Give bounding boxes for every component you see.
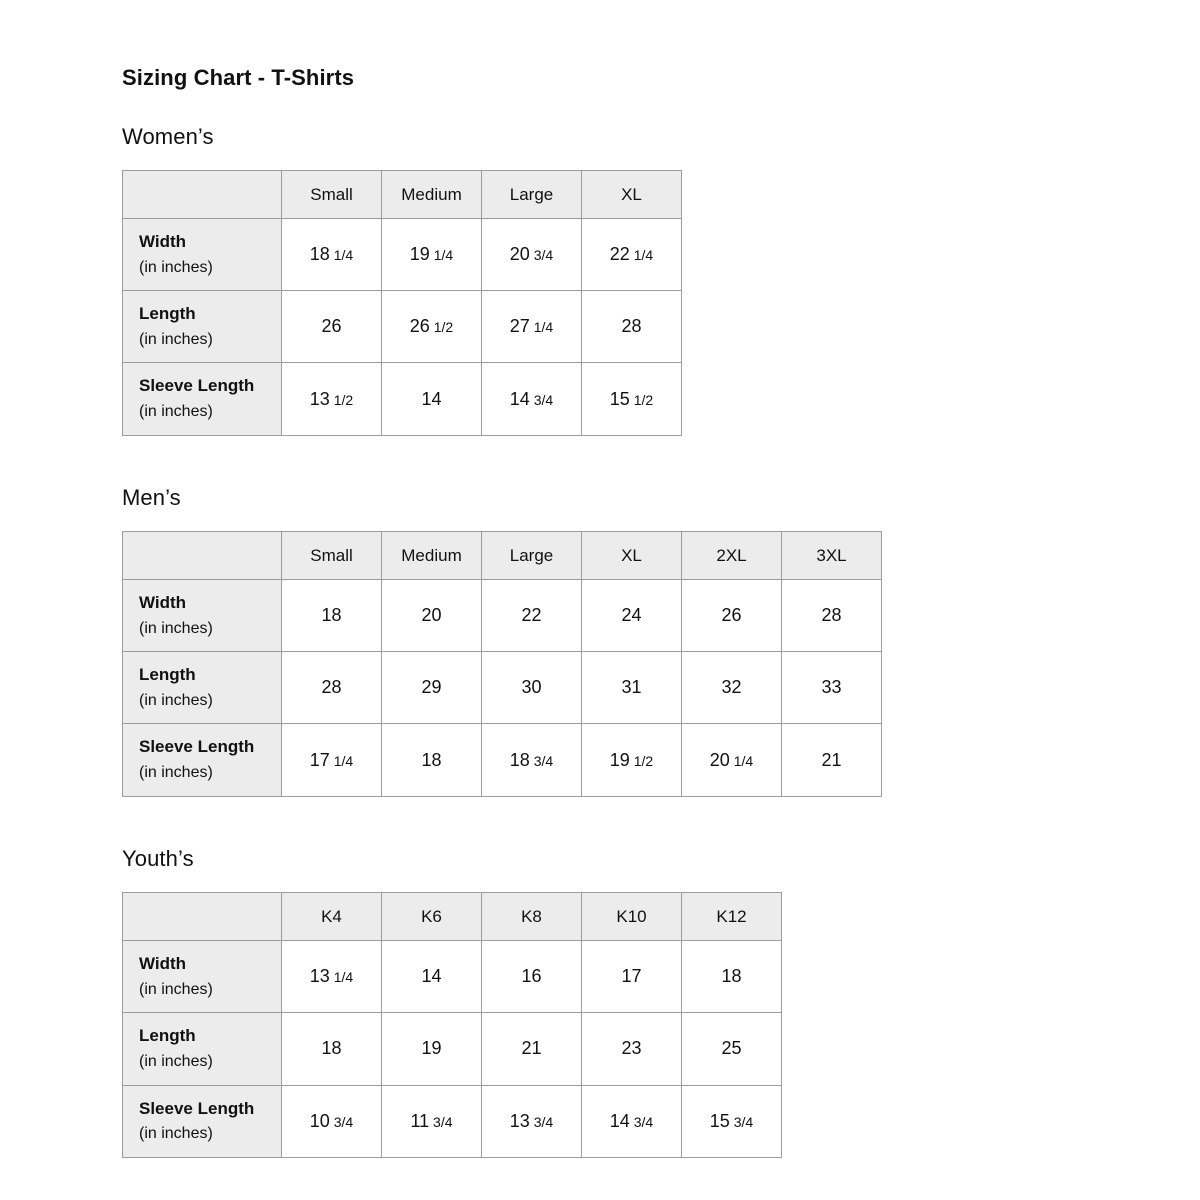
size-table (122, 531, 882, 796)
value-cell: 10 3/4 (282, 1085, 382, 1157)
fraction-text: 3/4 (529, 1113, 554, 1130)
column-header: Small (282, 532, 382, 580)
row-label-cell (123, 652, 282, 724)
value-cell: 32 (682, 652, 782, 724)
table-row (123, 652, 882, 724)
value-cell: 20 3/4 (482, 219, 582, 291)
row-label: Width (139, 593, 187, 613)
value-cell: 17 (582, 941, 682, 1013)
row-sublabel: (in inches) (139, 1124, 213, 1142)
table-body (123, 580, 882, 796)
fraction-text: 3/4 (329, 1113, 354, 1130)
value-cell: 23 (582, 1013, 682, 1085)
column-header: K8 (482, 893, 582, 941)
value-cell: 18 (282, 580, 382, 652)
value-cell: 29 (382, 652, 482, 724)
value-cell: 17 1/4 (282, 724, 382, 796)
row-label-cell (123, 219, 282, 291)
value-cell: 27 1/4 (482, 291, 582, 363)
value-cell: 16 (482, 941, 582, 1013)
value-cell: 18 1/4 (282, 219, 382, 291)
table-row (123, 580, 882, 652)
fraction-text: 3/4 (529, 391, 554, 408)
row-label: Width (139, 232, 187, 252)
table-body (123, 219, 682, 435)
row-sublabel: (in inches) (139, 330, 213, 348)
column-header: Large (482, 171, 582, 219)
corner-cell (123, 893, 282, 941)
row-label: Length (139, 1026, 196, 1046)
row-label-cell (123, 1085, 282, 1157)
value-cell: 21 (482, 1013, 582, 1085)
value-cell: 14 (382, 941, 482, 1013)
row-label: Length (139, 304, 196, 324)
row-label-cell (123, 941, 282, 1013)
value-cell: 33 (782, 652, 882, 724)
row-label: Sleeve Length (139, 1098, 255, 1118)
row-sublabel: (in inches) (139, 691, 213, 709)
value-cell: 19 (382, 1013, 482, 1085)
value-cell: 14 3/4 (582, 1085, 682, 1157)
fraction-text: 1/4 (729, 752, 754, 769)
size-section (122, 845, 1160, 1158)
value-cell: 28 (782, 580, 882, 652)
table-row (123, 1013, 782, 1085)
table-row (123, 941, 782, 1013)
fraction-text: 3/4 (429, 1113, 453, 1130)
column-header: K4 (282, 893, 382, 941)
value-cell: 26 (282, 291, 382, 363)
fraction-text: 1/4 (329, 969, 354, 986)
size-table (122, 892, 782, 1157)
value-cell: 18 (282, 1013, 382, 1085)
value-cell: 31 (582, 652, 682, 724)
fraction-text: 1/2 (329, 391, 354, 408)
column-header: Small (282, 171, 382, 219)
table-row (123, 724, 882, 796)
value-cell: 20 1/4 (682, 724, 782, 796)
value-cell: 18 3/4 (482, 724, 582, 796)
row-sublabel: (in inches) (139, 258, 213, 276)
value-cell: 19 1/2 (582, 724, 682, 796)
fraction-text: 3/4 (629, 1113, 654, 1130)
fraction-text: 1/2 (429, 319, 454, 336)
value-cell: 19 1/4 (382, 219, 482, 291)
size-section (122, 123, 1160, 436)
table-body (123, 941, 782, 1157)
section-heading: Youth’s (122, 845, 194, 871)
column-header: XL (582, 171, 682, 219)
row-label: Sleeve Length (139, 737, 255, 757)
fraction-text: 3/4 (529, 752, 554, 769)
value-cell: 15 3/4 (682, 1085, 782, 1157)
value-cell: 18 (382, 724, 482, 796)
value-cell: 21 (782, 724, 882, 796)
value-cell: 15 1/2 (582, 363, 682, 435)
value-cell: 14 3/4 (482, 363, 582, 435)
row-label-cell (123, 363, 282, 435)
column-header: XL (582, 532, 682, 580)
fraction-text: 3/4 (729, 1113, 754, 1130)
value-cell: 13 3/4 (482, 1085, 582, 1157)
table-row (123, 291, 682, 363)
column-header: 2XL (682, 532, 782, 580)
table-row (123, 1085, 782, 1157)
row-label-cell (123, 724, 282, 796)
column-header: K6 (382, 893, 482, 941)
value-cell: 24 (582, 580, 682, 652)
column-header: K10 (582, 893, 682, 941)
section-heading: Men’s (122, 484, 181, 510)
fraction-text: 1/4 (329, 752, 354, 769)
value-cell: 11 3/4 (382, 1085, 482, 1157)
page-title: Sizing Chart - T-Shirts (122, 65, 355, 90)
section-heading: Women’s (122, 123, 214, 149)
header-row (123, 532, 882, 580)
row-label-cell (123, 1013, 282, 1085)
fraction-text: 1/4 (529, 319, 554, 336)
row-sublabel: (in inches) (139, 619, 213, 637)
fraction-text: 1/4 (329, 247, 354, 264)
value-cell: 20 (382, 580, 482, 652)
row-sublabel: (in inches) (139, 402, 213, 420)
value-cell: 22 1/4 (582, 219, 682, 291)
column-header: Large (482, 532, 582, 580)
fraction-text: 1/2 (629, 391, 654, 408)
value-cell: 28 (282, 652, 382, 724)
value-cell: 13 1/4 (282, 941, 382, 1013)
value-cell: 28 (582, 291, 682, 363)
value-cell: 30 (482, 652, 582, 724)
row-label: Length (139, 665, 196, 685)
column-header: 3XL (782, 532, 882, 580)
size-table (122, 170, 682, 435)
value-cell: 26 (682, 580, 782, 652)
sections-container (122, 123, 1160, 1158)
column-header: Medium (382, 171, 482, 219)
header-row (123, 171, 682, 219)
value-cell: 26 1/2 (382, 291, 482, 363)
row-label-cell (123, 291, 282, 363)
row-label-cell (123, 580, 282, 652)
value-cell: 22 (482, 580, 582, 652)
fraction-text: 1/4 (429, 247, 454, 264)
corner-cell (123, 171, 282, 219)
table-row (123, 219, 682, 291)
row-label: Width (139, 954, 187, 974)
row-sublabel: (in inches) (139, 1052, 213, 1070)
size-section (122, 484, 1160, 797)
value-cell: 25 (682, 1013, 782, 1085)
corner-cell (123, 532, 282, 580)
column-header: K12 (682, 893, 782, 941)
fraction-text: 1/4 (629, 247, 654, 264)
row-sublabel: (in inches) (139, 980, 213, 998)
value-cell: 13 1/2 (282, 363, 382, 435)
value-cell: 14 (382, 363, 482, 435)
column-header: Medium (382, 532, 482, 580)
header-row (123, 893, 782, 941)
fraction-text: 3/4 (529, 247, 554, 264)
row-label: Sleeve Length (139, 376, 255, 396)
table-row (123, 363, 682, 435)
value-cell: 18 (682, 941, 782, 1013)
row-sublabel: (in inches) (139, 763, 213, 781)
fraction-text: 1/2 (629, 752, 654, 769)
